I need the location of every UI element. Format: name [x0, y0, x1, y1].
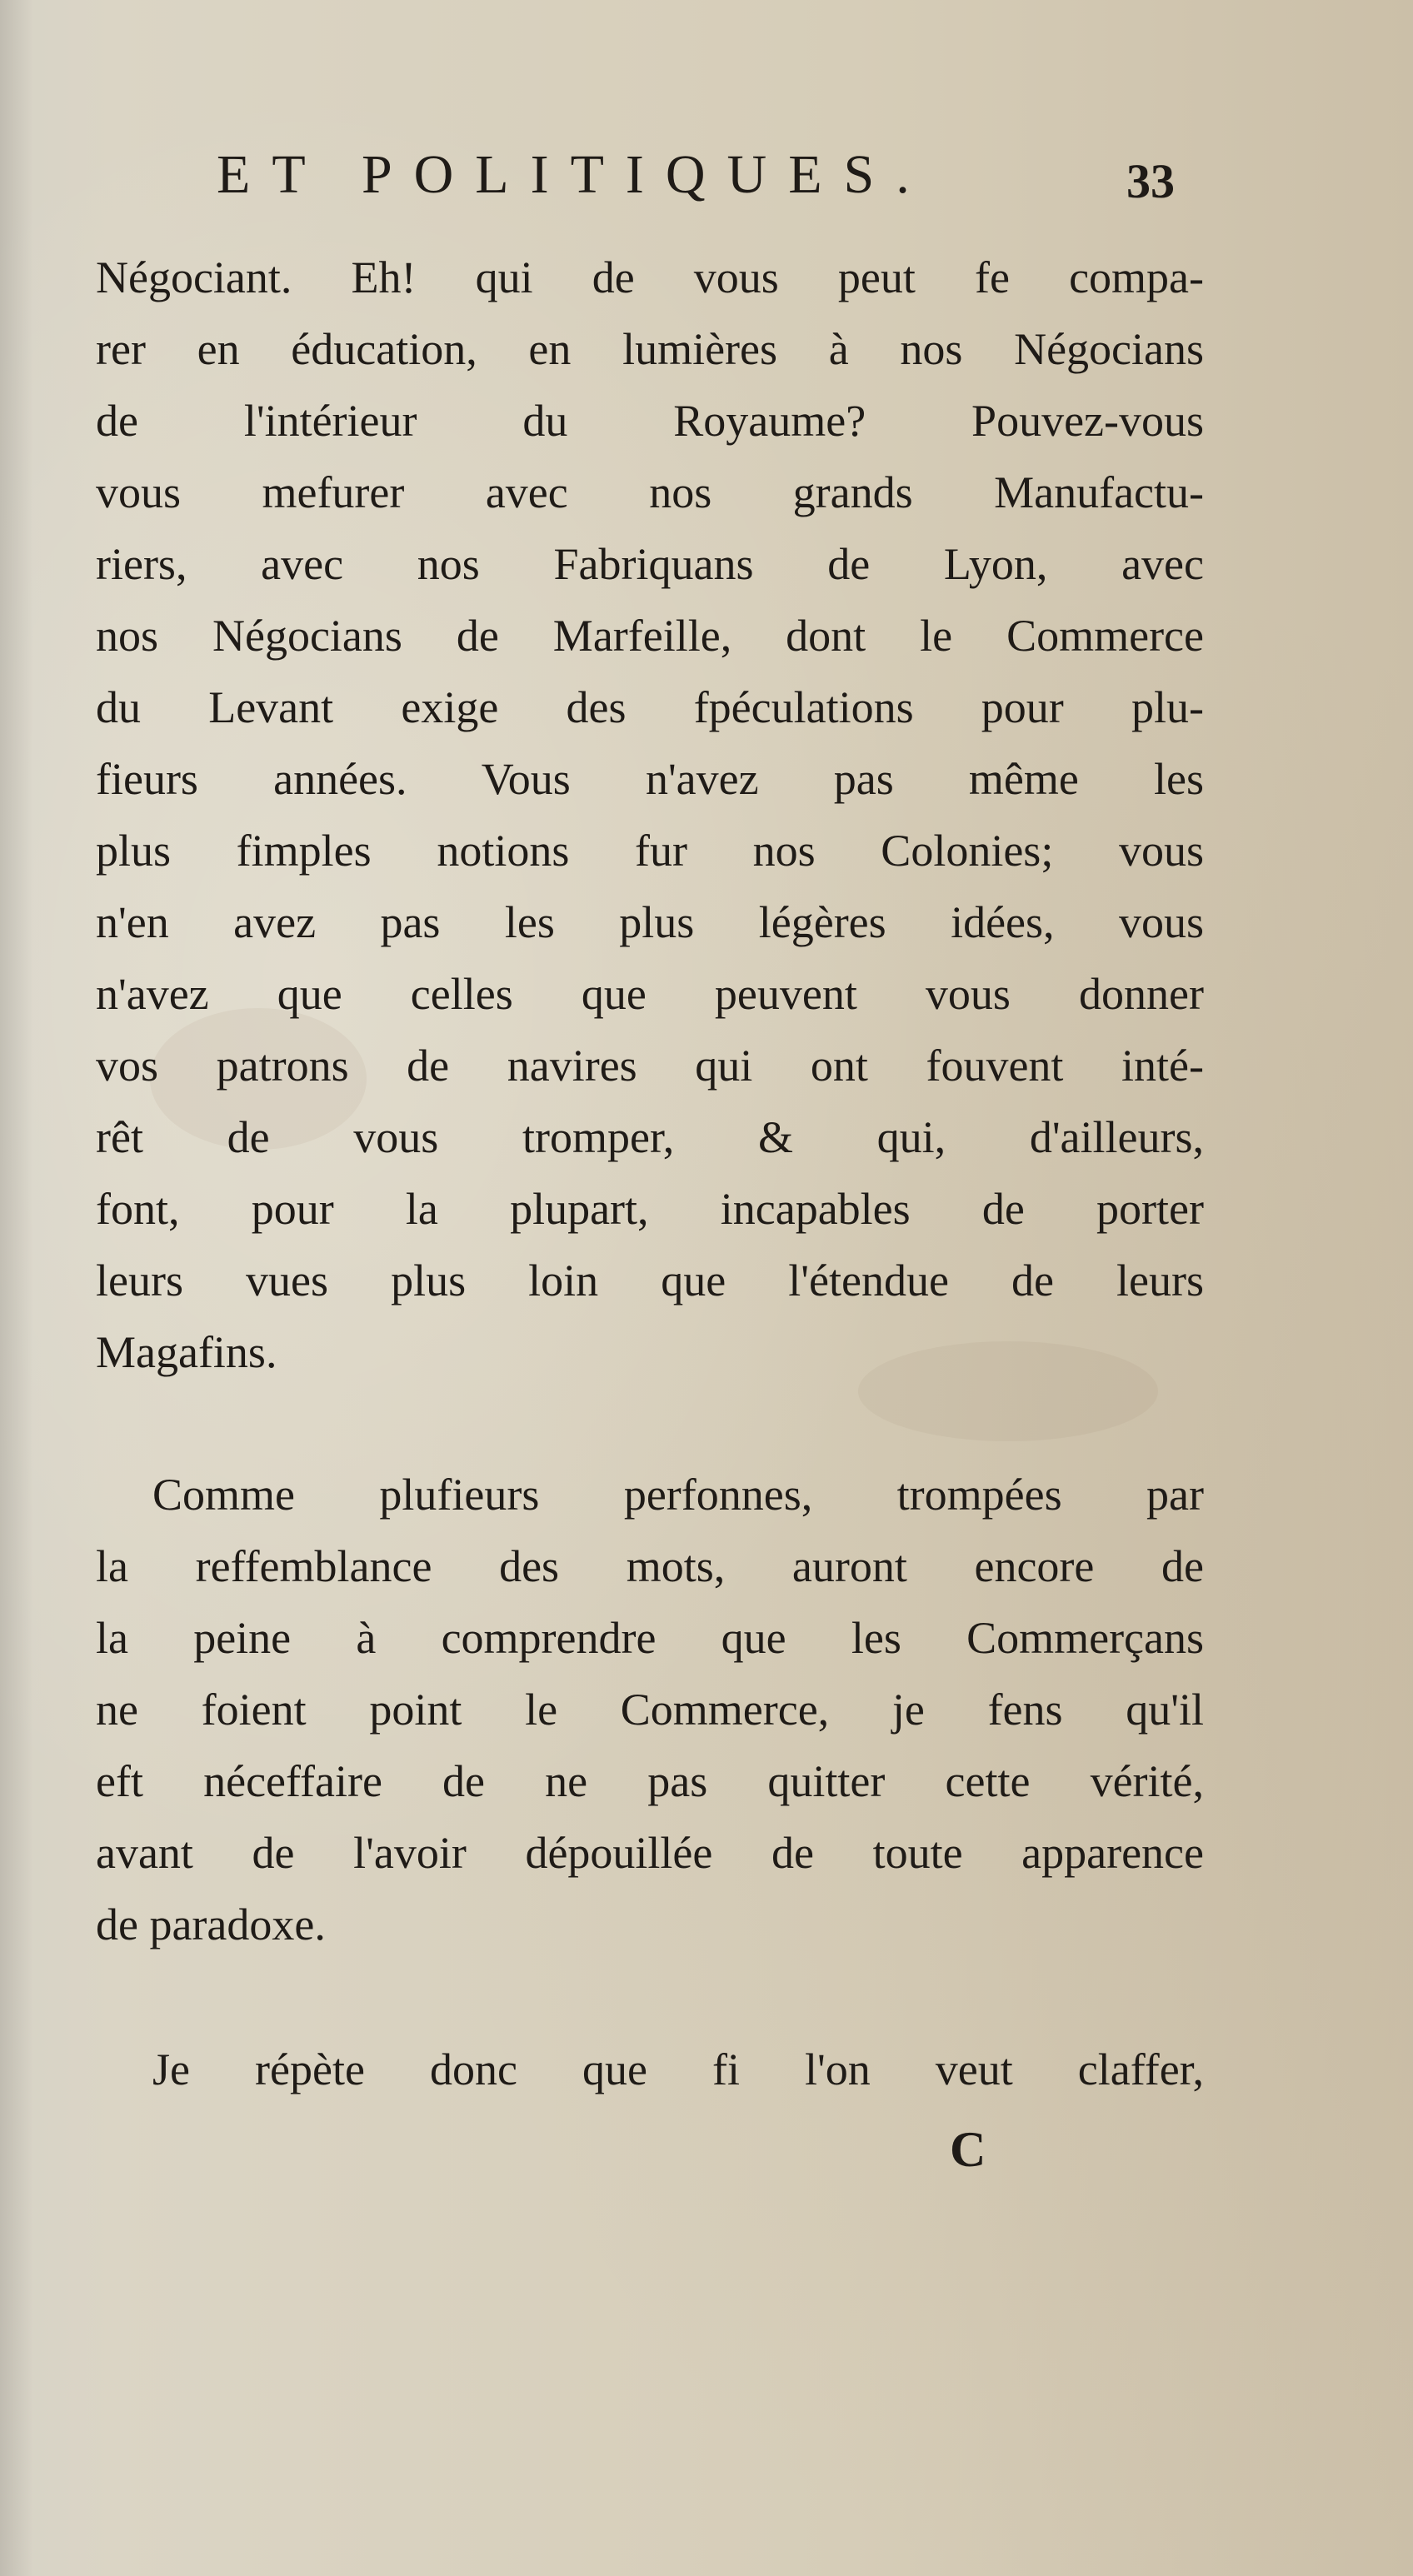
- signature-mark: C: [950, 2122, 986, 2177]
- text-line: avant de l'avoir dépouillée de toute apparence: [96, 1828, 1204, 1878]
- paragraph: [96, 2034, 1204, 2105]
- text-line: de paradoxe.: [96, 1900, 326, 1949]
- page-number: 33: [1126, 154, 1175, 208]
- text-line: de l'intérieur du Royaume? Pouvez-vous: [96, 396, 1204, 446]
- text-line: nos Négocians de Marfeille, dont le Commerce: [96, 611, 1204, 661]
- text-line: Je répète donc que fi l'on veut claffer,: [152, 2044, 1204, 2094]
- text-line: la peine à comprendre que les Commerçans: [96, 1613, 1204, 1663]
- text-line: Négociant. Eh! qui de vous peut fe compa-: [96, 252, 1204, 302]
- paragraph: [96, 242, 1204, 1388]
- text-line: rer en éducation, en lumières à nos Négocians: [96, 324, 1204, 374]
- paragraph: [96, 1459, 1204, 1960]
- paragraph-gap: [96, 1960, 1204, 2034]
- text-line: vos patrons de navires qui ont fouvent inté-: [96, 1041, 1204, 1091]
- text-line: riers, avec nos Fabriquans de Lyon, avec: [96, 539, 1204, 589]
- paragraph-gap: [96, 1388, 1204, 1459]
- text-line: du Levant exige des fpéculations pour plu-: [96, 682, 1204, 732]
- body-text: [96, 242, 1204, 2105]
- text-line: Comme plufieurs perfonnes, trompées par: [152, 1470, 1204, 1520]
- text-line: n'avez que celles que peuvent vous donner: [96, 969, 1204, 1019]
- text-line: fieurs années. Vous n'avez pas même les: [96, 754, 1204, 804]
- text-line: la reffemblance des mots, auront encore de: [96, 1541, 1204, 1591]
- text-line: font, pour la plupart, incapables de porter: [96, 1184, 1204, 1234]
- running-head: [208, 133, 1208, 217]
- text-line: eft néceffaire de ne pas quitter cette vérité,: [96, 1756, 1204, 1806]
- spine-shadow: [0, 0, 33, 2576]
- text-line: ne foient point le Commerce, je fens qu'il: [96, 1685, 1204, 1735]
- text-line: n'en avez pas les plus légères idées, vous: [96, 897, 1204, 947]
- running-title: ET POLITIQUES.: [217, 144, 931, 205]
- text-line: Magafins.: [96, 1327, 277, 1377]
- text-line: plus fimples notions fur nos Colonies; vous: [96, 826, 1204, 876]
- text-line: vous mefurer avec nos grands Manufactu-: [96, 467, 1204, 517]
- text-line: leurs vues plus loin que l'étendue de leurs: [96, 1256, 1204, 1305]
- text-line: rêt de vous tromper, & qui, d'ailleurs,: [96, 1112, 1204, 1162]
